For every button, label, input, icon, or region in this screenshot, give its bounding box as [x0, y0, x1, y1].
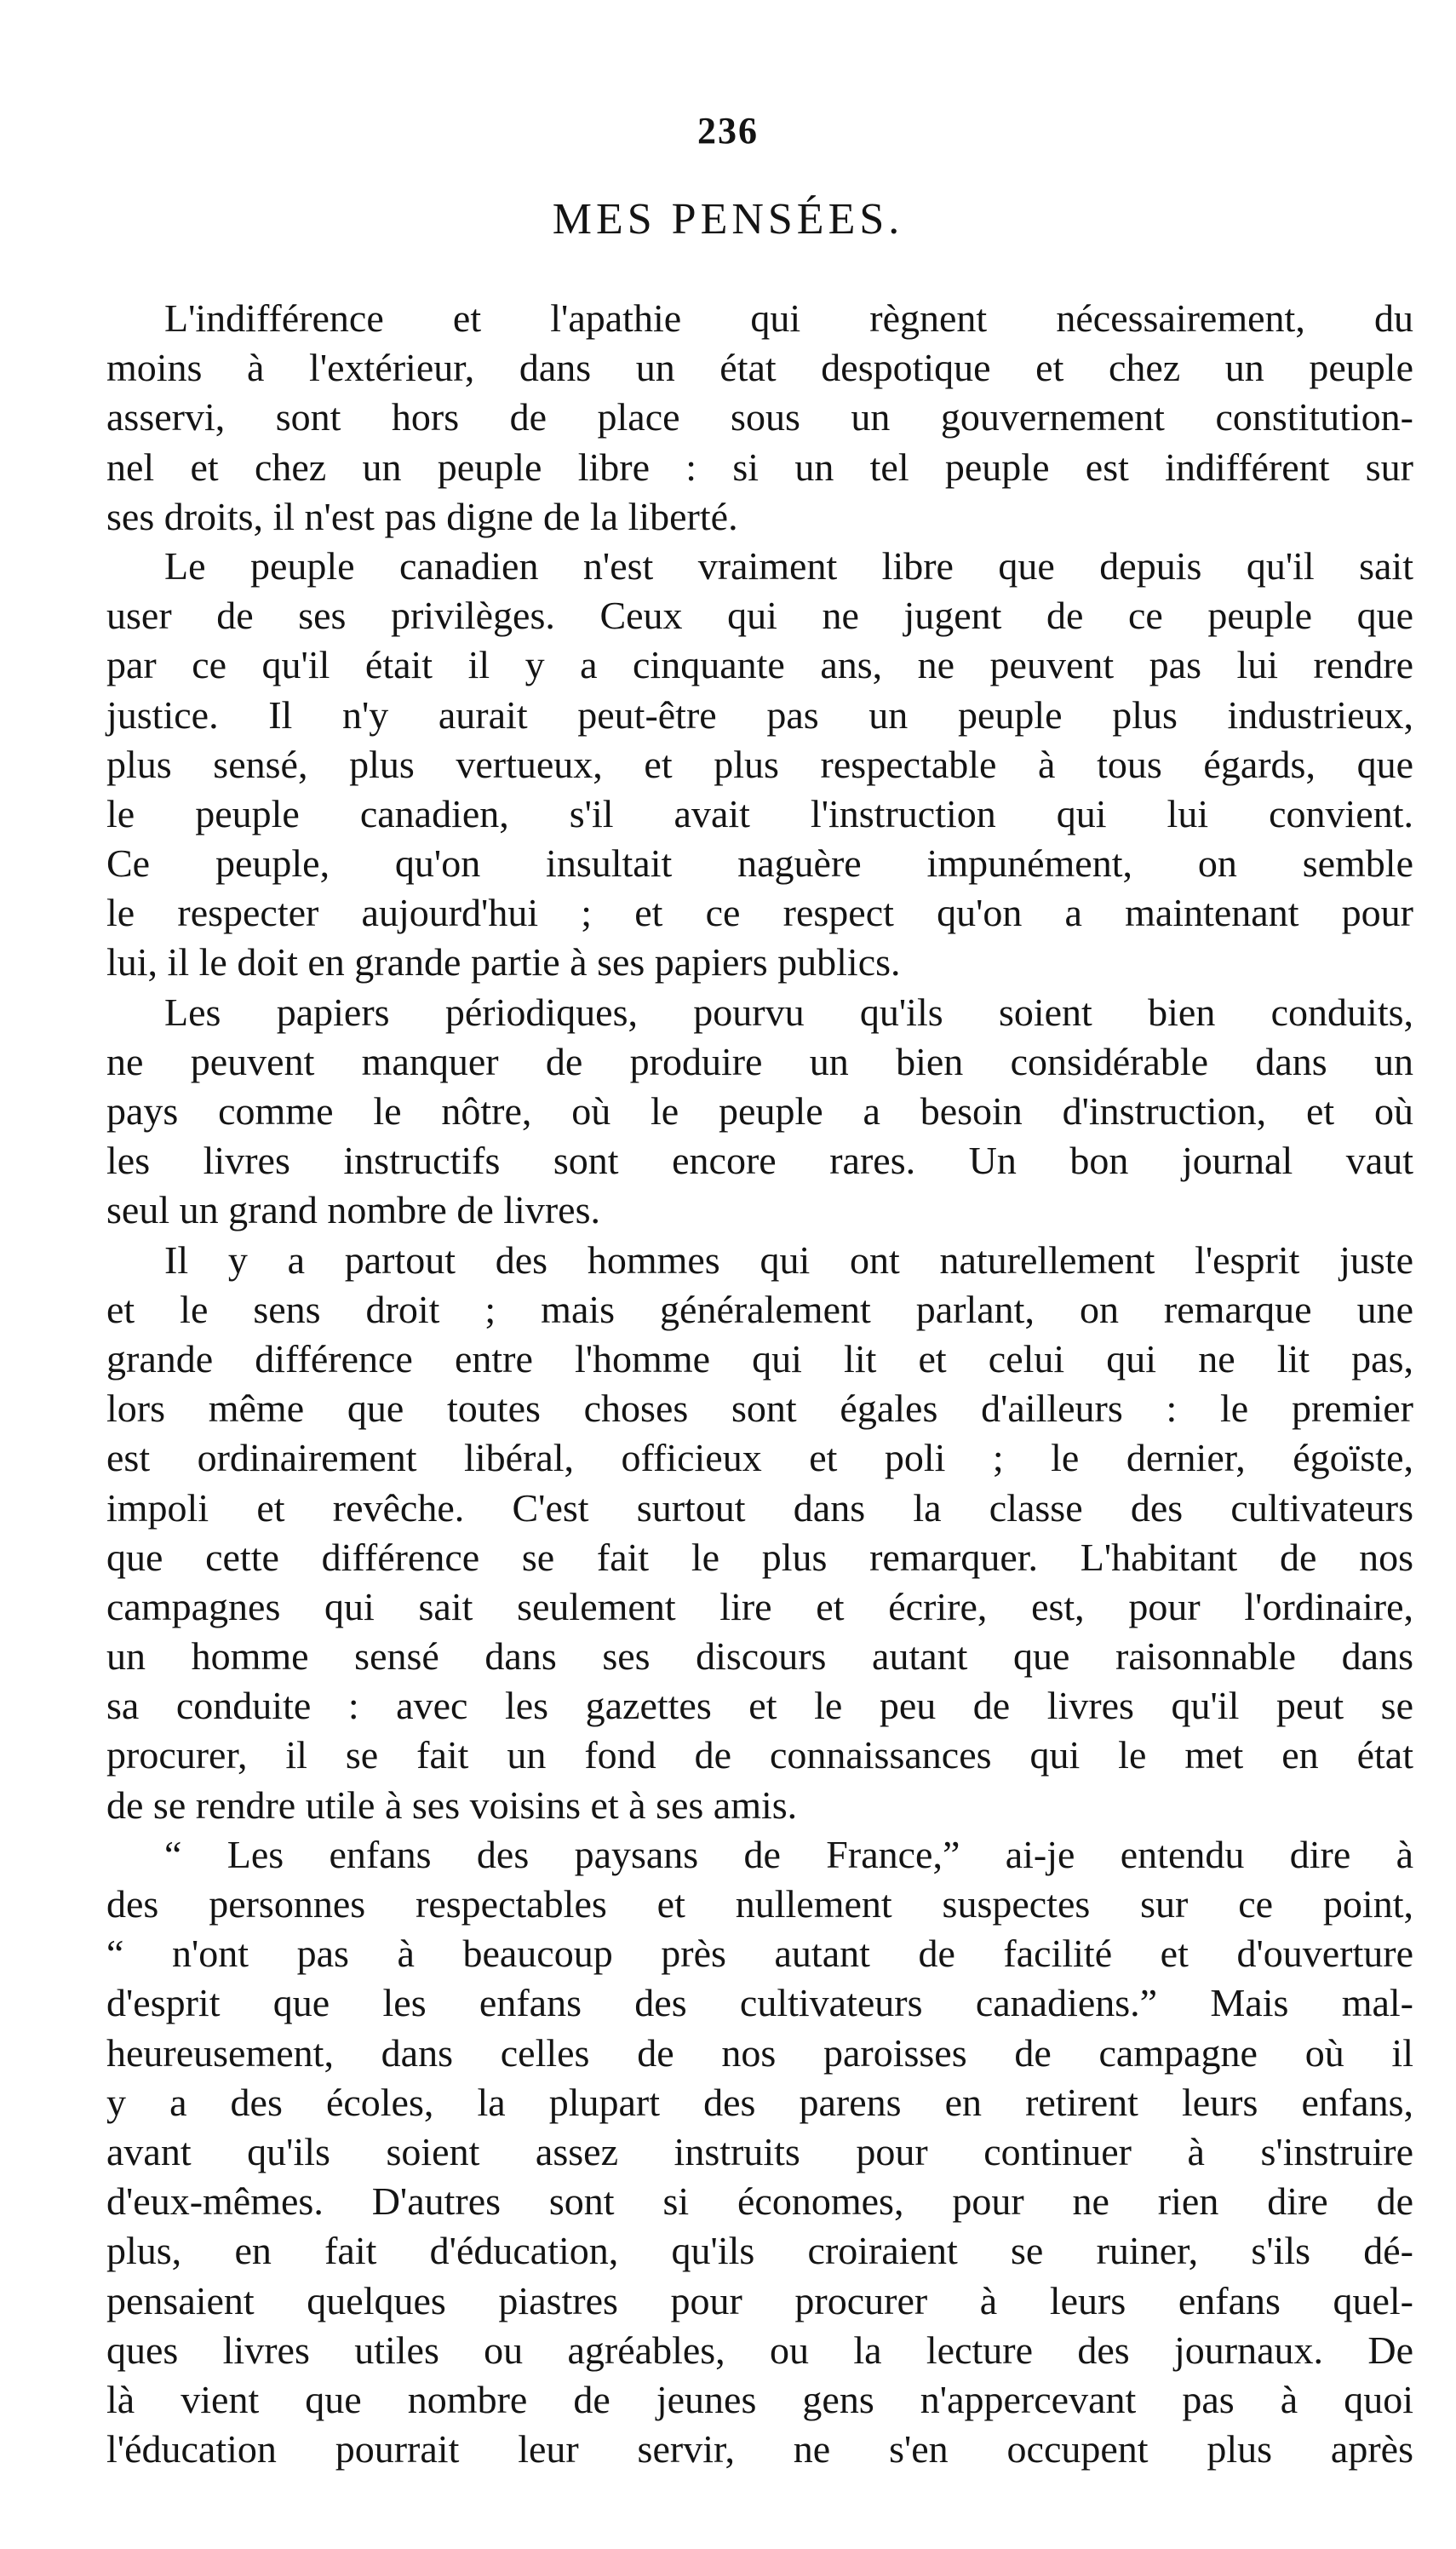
- text-line: plus, en fait d'éducation, qu'ils croiraient se ruiner, s'ils dé-: [106, 2229, 1413, 2273]
- text-line: plus sensé, plus vertueux, et plus respectable à tous égards, que: [106, 742, 1413, 786]
- text-line: impoli et revêche. C'est surtout dans la classe des cultivateurs: [106, 1485, 1413, 1530]
- text-line: là vient que nombre de jeunes gens n'appercevant pas à quoi: [106, 2377, 1413, 2421]
- text-line: de se rendre utile à ses voisins et à ses amis.: [106, 1783, 798, 1827]
- page-number: 236: [697, 110, 759, 152]
- text-line: des personnes respectables et nullement suspectes sur ce point,: [106, 1882, 1413, 1926]
- text-line: d'eux-mêmes. D'autres sont si économes, pour ne rien dire de: [106, 2179, 1413, 2224]
- text-line: l'éducation pourrait leur servir, ne s'en occupent plus après: [106, 2427, 1413, 2471]
- text-line: moins à l'extérieur, dans un état despotique et chez un peuple: [106, 346, 1413, 390]
- text-line: Il y a partout des hommes qui ont naturellement l'esprit juste: [164, 1237, 1413, 1282]
- text-line: lors même que toutes choses sont égales d'ailleurs : le premier: [106, 1386, 1413, 1431]
- text-line: “ Les enfans des paysans de France,” ai-je entendu dire à: [164, 1832, 1413, 1876]
- text-line: “ n'ont pas à beaucoup près autant de facilité et d'ouverture: [106, 1932, 1413, 1976]
- text-line: avant qu'ils soient assez instruits pour continuer à s'instruire: [106, 2129, 1413, 2173]
- text-line: est ordinairement libéral, officieux et poli ; le dernier, égoïste,: [106, 1436, 1413, 1480]
- text-line: Ce peuple, qu'on insultait naguère impunément, on semble: [106, 841, 1413, 886]
- text-line: y a des écoles, la plupart des parens en retirent leurs enfans,: [106, 2080, 1413, 2124]
- text-line: campagnes qui sait seulement lire et écrire, est, pour l'ordinaire,: [106, 1584, 1413, 1628]
- text-line: grande différence entre l'homme qui lit et celui qui ne lit pas,: [106, 1336, 1413, 1381]
- text-line: seul un grand nombre de livres.: [106, 1188, 600, 1232]
- text-line: par ce qu'il était il y a cinquante ans, ne peuvent pas lui rendre: [106, 643, 1413, 687]
- text-line: pays comme le nôtre, où le peuple a besoin d'instruction, et où: [106, 1089, 1413, 1133]
- text-line: et le sens droit ; mais généralement parlant, on remarque une: [106, 1287, 1413, 1331]
- text-line: nel et chez un peuple libre : si un tel peuple est indifférent sur: [106, 445, 1413, 489]
- text-line: le respecter aujourd'hui ; et ce respect qu'on a maintenant pour: [106, 891, 1413, 935]
- text-line: le peuple canadien, s'il avait l'instruction qui lui convient.: [106, 791, 1413, 835]
- text-line: un homme sensé dans ses discours autant que raisonnable dans: [106, 1634, 1413, 1679]
- text-line: les livres instructifs sont encore rares. Un bon journal vaut: [106, 1139, 1413, 1183]
- text-line: ses droits, il n'est pas digne de la liberté.: [106, 494, 738, 538]
- text-line: Le peuple canadien n'est vraiment libre que depuis qu'il sait: [164, 543, 1413, 588]
- text-line: lui, il le doit en grande partie à ses papiers publics.: [106, 940, 901, 985]
- text-line: asservi, sont hors de place sous un gouvernement constitution-: [106, 395, 1413, 439]
- text-line: sa conduite : avec les gazettes et le peu de livres qu'il peut se: [106, 1684, 1413, 1728]
- text-line: procurer, il se fait un fond de connaissances qui le met en état: [106, 1733, 1413, 1777]
- text-line: justice. Il n'y aurait peut-être pas un peuple plus industrieux,: [106, 692, 1413, 737]
- text-line: ne peuvent manquer de produire un bien considérable dans un: [106, 1039, 1413, 1083]
- text-line: user de ses privilèges. Ceux qui ne jugent de ce peuple que: [106, 594, 1413, 638]
- text-line: pensaient quelques piastres pour procurer à leurs enfans quel-: [106, 2278, 1413, 2322]
- text-line: Les papiers périodiques, pourvu qu'ils soient bien conduits,: [164, 990, 1413, 1034]
- text-line: que cette différence se fait le plus remarquer. L'habitant de nos: [106, 1535, 1413, 1579]
- text-line: heureusement, dans celles de nos paroisses de campagne où il: [106, 2030, 1413, 2075]
- text-line: L'indifférence et l'apathie qui règnent nécessairement, du: [164, 296, 1413, 340]
- text-line: d'esprit que les enfans des cultivateurs canadiens.” Mais mal-: [106, 1981, 1413, 2025]
- running-head: MES PENSÉES.: [552, 195, 904, 244]
- body-text: [106, 294, 1413, 2474]
- text-line: ques livres utiles ou agréables, ou la lecture des journaux. De: [106, 2328, 1413, 2372]
